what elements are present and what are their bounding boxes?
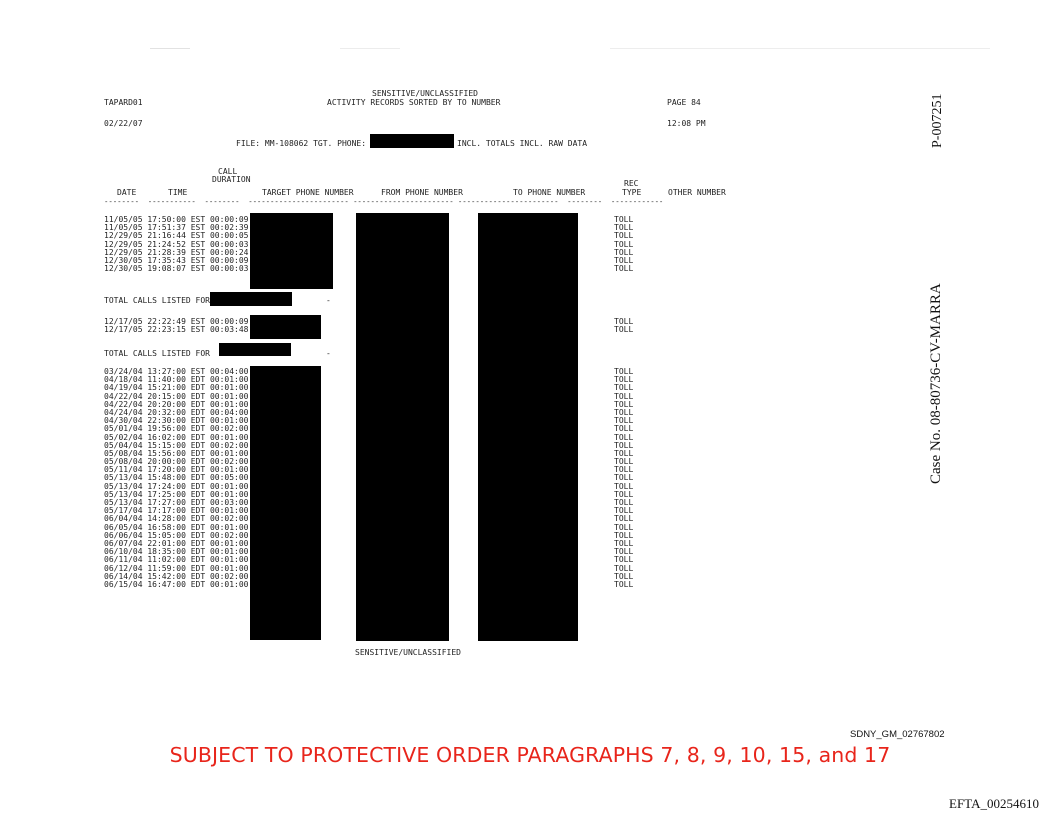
col-target-phone: TARGET PHONE NUMBER — [262, 188, 354, 197]
report-title: ACTIVITY RECORDS SORTED BY TO NUMBER — [327, 98, 501, 107]
call-record-row: 04/19/04 15:21:00 EDT 00:01:00 — [104, 383, 249, 393]
scan-artifact — [150, 48, 190, 49]
call-record-row: 12/30/05 17:35:43 EST 00:00:09 — [104, 255, 249, 265]
record-type: TOLL — [614, 530, 634, 540]
redaction-target-group-1 — [250, 213, 333, 289]
call-record-row: 05/13/04 17:25:00 EDT 00:01:00 — [104, 489, 249, 499]
record-type: TOLL — [614, 489, 634, 499]
record-type: TOLL — [614, 465, 634, 475]
record-type: TOLL — [614, 215, 634, 224]
side-case-number: Case No. 08-80736-CV-MARRA — [928, 283, 944, 484]
total-calls-label-2: TOTAL CALLS LISTED FOR — [104, 349, 210, 358]
call-record-row: 04/30/04 22:30:00 EDT 00:01:00 — [104, 416, 249, 426]
call-record-row: 12/29/05 21:24:52 EST 00:00:03 — [104, 239, 249, 249]
col-type: TYPE — [622, 188, 642, 197]
total-dash-1: - — [326, 296, 331, 305]
call-record-row: 04/18/04 11:40:00 EDT 00:01:00 — [104, 375, 249, 385]
protective-order-notice: SUBJECT TO PROTECTIVE ORDER PARAGRAPHS 7, 8, 9, 10, 15, and 17 — [169, 743, 891, 767]
file-line-prefix: FILE: MM-108062 TGT. PHONE: — [236, 139, 367, 148]
call-record-row: 12/29/05 21:16:44 EST 00:00:05 — [104, 231, 249, 241]
call-record-row: 05/13/04 17:24:00 EDT 00:01:00 — [104, 481, 249, 491]
call-record-row: 06/11/04 11:02:00 EDT 00:01:00 — [104, 555, 249, 565]
call-record-row: 06/10/04 18:35:00 EDT 00:01:00 — [104, 547, 249, 557]
call-record-row: 06/06/04 15:05:00 EDT 00:02:00 — [104, 530, 249, 540]
call-group-3 — [104, 368, 249, 589]
record-type: TOLL — [614, 383, 634, 393]
call-group-1 — [104, 216, 249, 273]
record-type: TOLL — [614, 457, 634, 467]
col-rec: REC — [624, 179, 639, 188]
total-calls-label-1: TOTAL CALLS LISTED FOR — [104, 296, 210, 305]
call-record-row: 06/04/04 14:28:00 EDT 00:02:00 — [104, 514, 249, 524]
record-type: TOLL — [614, 264, 634, 274]
redaction-to-column — [478, 213, 578, 641]
call-record-row: 06/05/04 16:58:00 EDT 00:01:00 — [104, 522, 249, 532]
redaction-total-2 — [219, 343, 291, 356]
record-type: TOLL — [614, 514, 634, 524]
call-record-row: 06/07/04 22:01:00 EDT 00:01:00 — [104, 538, 249, 548]
call-record-row: 05/13/04 15:48:00 EDT 00:05:00 — [104, 473, 249, 483]
record-type: TOLL — [614, 375, 634, 385]
call-record-row: 11/05/05 17:50:00 EST 00:00:09 — [104, 215, 249, 224]
header-underline: -------- ----------- -------- ----------------------- ----------------------- ----------------------- -------- ------------ — [104, 197, 664, 206]
redaction-from-column — [356, 213, 449, 641]
call-record-row: 03/24/04 13:27:00 EST 00:04:00 — [104, 367, 249, 376]
record-type: TOLL — [614, 547, 634, 557]
call-record-row: 05/01/04 19:56:00 EDT 00:02:00 — [104, 424, 249, 434]
record-type: TOLL — [614, 407, 634, 417]
call-record-row: 06/12/04 11:59:00 EDT 00:01:00 — [104, 563, 249, 573]
col-date: DATE — [117, 188, 137, 197]
call-group-3-types — [614, 368, 633, 589]
call-record-row: 04/22/04 20:15:00 EDT 00:01:00 — [104, 391, 249, 401]
call-record-row: 05/17/04 17:17:00 EDT 00:01:00 — [104, 506, 249, 516]
col-time: TIME — [168, 188, 188, 197]
col-from-phone: FROM PHONE NUMBER — [381, 188, 463, 197]
sdny-bates-number: SDNY_GM_02767802 — [850, 729, 945, 740]
call-record-row: 04/22/04 20:20:00 EDT 00:01:00 — [104, 399, 249, 409]
call-record-row: 06/15/04 16:47:00 EDT 00:01:00 — [104, 579, 249, 589]
col-other-number: OTHER NUMBER — [668, 188, 726, 197]
record-type: TOLL — [614, 399, 634, 409]
redaction-total-1 — [210, 292, 292, 306]
record-type: TOLL — [614, 555, 634, 565]
record-type: TOLL — [614, 538, 634, 548]
record-type: TOLL — [614, 255, 634, 265]
record-type: TOLL — [614, 448, 634, 458]
call-group-2-types — [614, 318, 633, 334]
classification-top: SENSITIVE/UNCLASSIFIED — [372, 89, 478, 98]
call-record-row: 11/05/05 17:51:37 EST 00:02:39 — [104, 223, 249, 233]
record-type: TOLL — [614, 317, 634, 326]
redaction-target-group-3 — [250, 366, 321, 640]
call-record-row: 05/02/04 16:02:00 EDT 00:01:00 — [104, 432, 249, 442]
record-type: TOLL — [614, 416, 634, 426]
call-record-row: 12/30/05 19:08:07 EST 00:00:03 — [104, 264, 249, 274]
record-type: TOLL — [614, 223, 634, 233]
redaction-target-phone — [370, 134, 454, 148]
record-type: TOLL — [614, 571, 634, 581]
call-record-row: 04/24/04 20:32:00 EDT 00:04:00 — [104, 407, 249, 417]
record-type: TOLL — [614, 424, 634, 434]
page-number: PAGE 84 — [667, 98, 701, 107]
call-record-row: 12/17/05 22:22:49 EST 00:00:09 — [104, 317, 249, 326]
record-type: TOLL — [614, 481, 634, 491]
record-type: TOLL — [614, 506, 634, 516]
call-record-row: 05/08/04 15:56:00 EDT 00:01:00 — [104, 448, 249, 458]
record-type: TOLL — [614, 432, 634, 442]
file-line-suffix: INCL. TOTALS INCL. RAW DATA — [457, 139, 588, 148]
report-id: TAPARD01 — [104, 98, 143, 107]
side-bates-number: P-007251 — [930, 93, 945, 148]
redaction-target-group-2 — [250, 315, 321, 339]
record-type: TOLL — [614, 247, 634, 257]
record-type: TOLL — [614, 325, 634, 335]
record-type: TOLL — [614, 239, 634, 249]
call-record-row: 06/14/04 15:42:00 EDT 00:02:00 — [104, 571, 249, 581]
total-dash-2: - — [326, 349, 331, 358]
call-record-row: 05/13/04 17:27:00 EDT 00:03:00 — [104, 498, 249, 507]
record-type: TOLL — [614, 563, 634, 573]
call-group-1-types — [614, 216, 633, 273]
call-record-row: 12/17/05 22:23:15 EST 00:03:48 — [104, 325, 249, 335]
call-record-row: 05/04/04 15:15:00 EDT 00:02:00 — [104, 440, 249, 450]
report-time: 12:08 PM — [667, 119, 706, 128]
col-call: CALL — [218, 167, 238, 176]
record-type: TOLL — [614, 367, 634, 376]
col-duration: DURATION — [212, 175, 251, 184]
efta-number: EFTA_00254610 — [949, 796, 1039, 811]
call-record-row: 05/08/04 20:00:00 EDT 00:02:00 — [104, 457, 249, 467]
record-type: TOLL — [614, 522, 634, 532]
record-type: TOLL — [614, 231, 634, 241]
call-record-row: 12/29/05 21:28:39 EST 00:00:24 — [104, 247, 249, 257]
record-type: TOLL — [614, 579, 634, 589]
scan-artifact — [340, 48, 400, 49]
scan-artifact — [610, 48, 990, 49]
record-type: TOLL — [614, 473, 634, 483]
col-to-phone: TO PHONE NUMBER — [513, 188, 586, 197]
record-type: TOLL — [614, 391, 634, 401]
record-type: TOLL — [614, 498, 634, 507]
report-date: 02/22/07 — [104, 119, 143, 128]
call-group-2 — [104, 318, 249, 334]
classification-bottom: SENSITIVE/UNCLASSIFIED — [355, 648, 461, 657]
record-type: TOLL — [614, 440, 634, 450]
call-record-row: 05/11/04 17:20:00 EDT 00:01:00 — [104, 465, 249, 475]
